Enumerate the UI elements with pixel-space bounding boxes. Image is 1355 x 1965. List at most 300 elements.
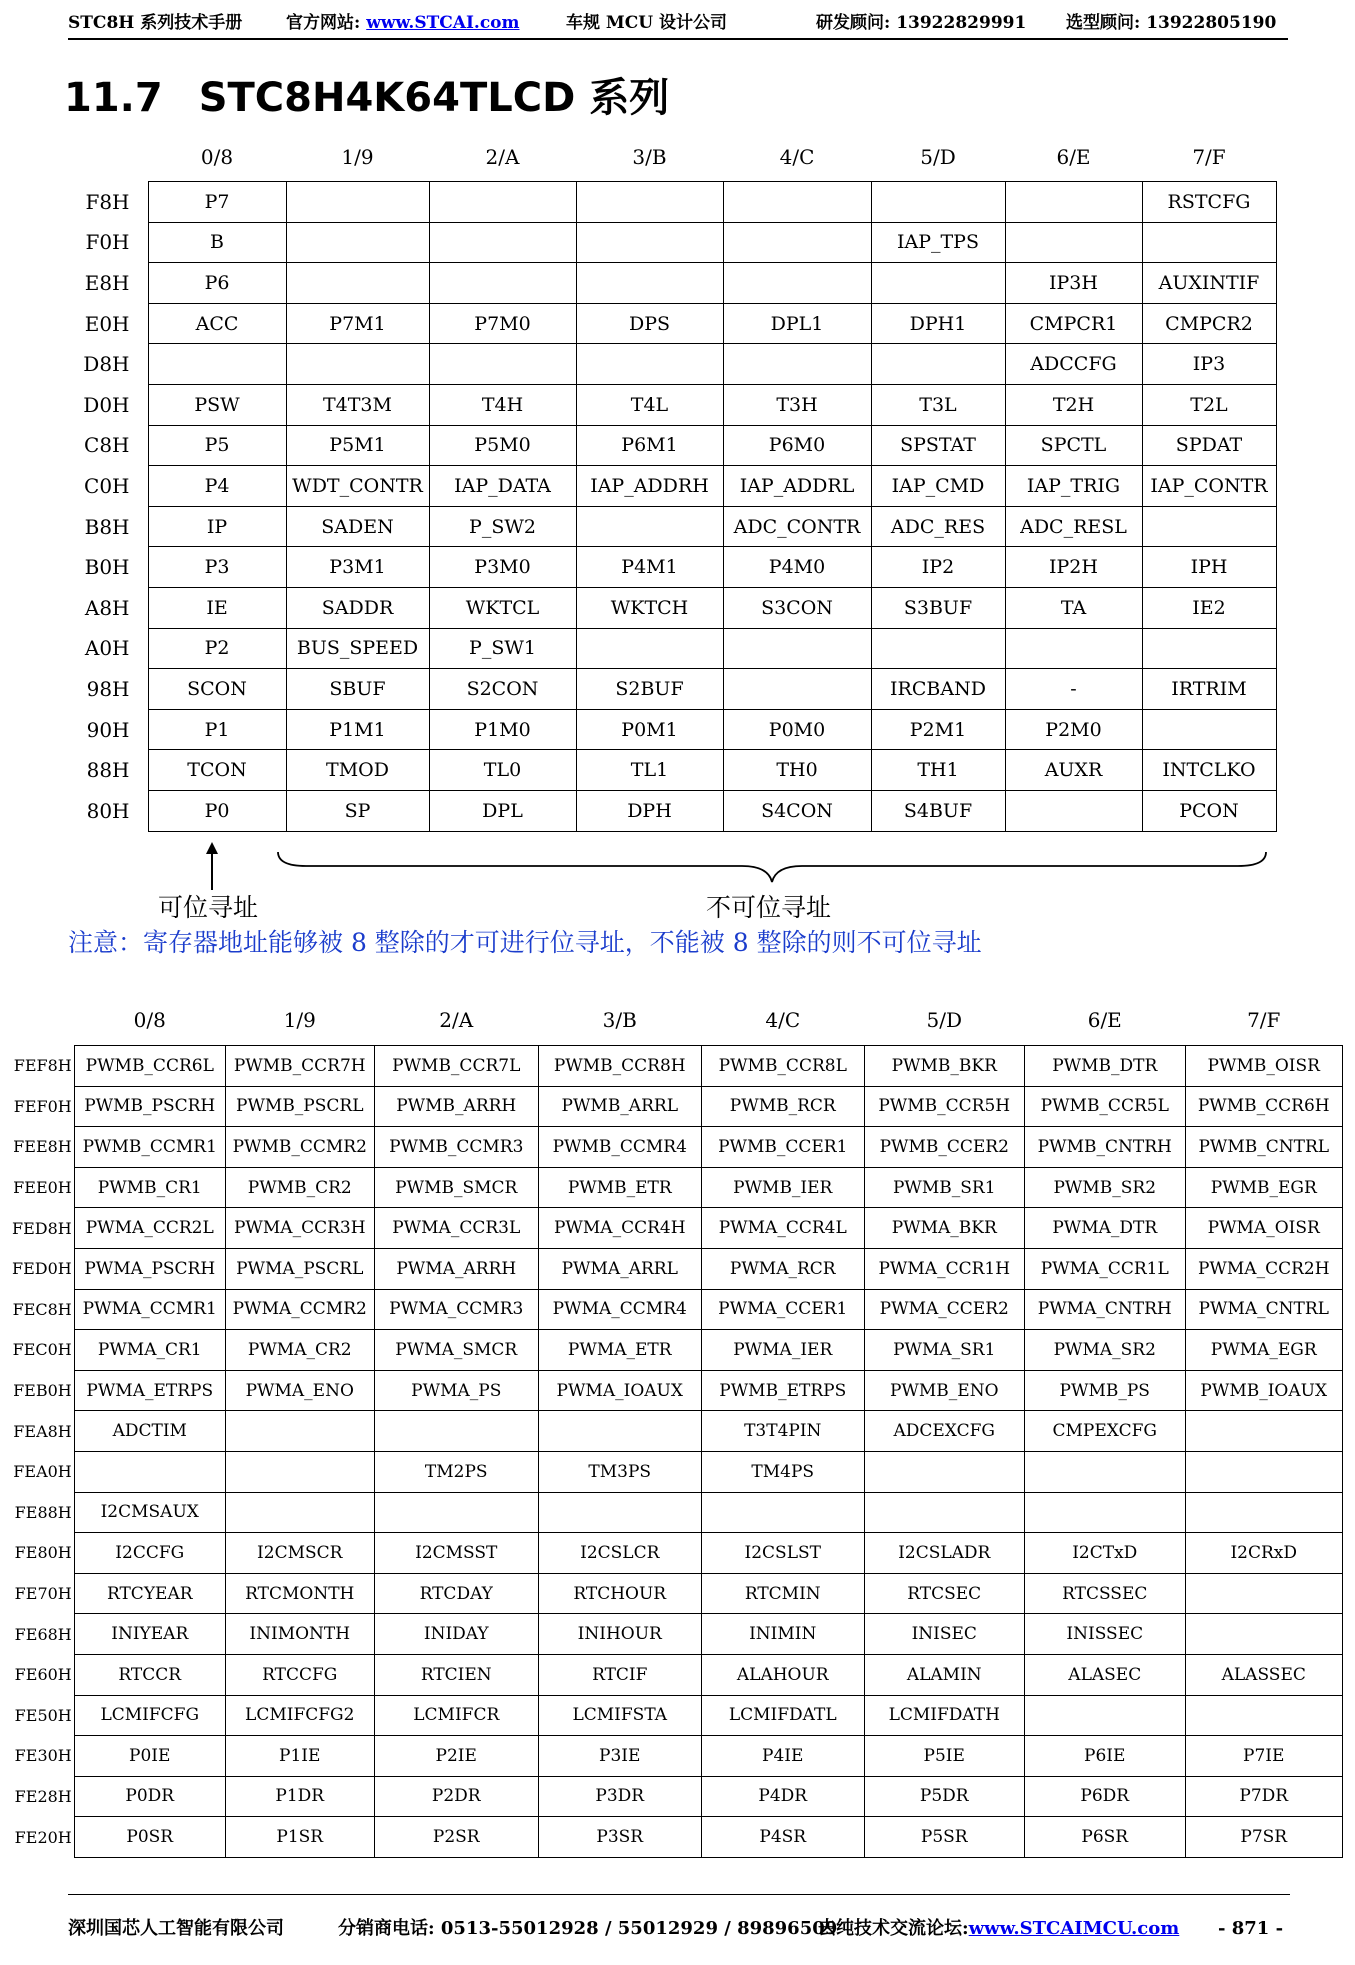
register-cell: SPCTL	[1005, 425, 1142, 466]
register-cell: SCON	[148, 669, 286, 710]
header-corner	[12, 1008, 74, 1046]
section-title: STC8H4K64TLCD 系列	[198, 75, 670, 121]
register-cell: S4CON	[723, 790, 871, 831]
register-cell: TM3PS	[538, 1451, 701, 1492]
register-cell: T3H	[723, 384, 871, 425]
register-cell: PWMA_CCMR3	[374, 1289, 538, 1330]
row-address: 90H	[86, 717, 130, 742]
register-cell: PWMB_CCMR4	[538, 1127, 701, 1168]
register-cell	[286, 222, 429, 263]
register-cell: P1	[148, 709, 286, 750]
register-cell: IAP_ADDRL	[723, 466, 871, 507]
register-row	[12, 1695, 1342, 1736]
register-cell: PWMB_PSCRH	[74, 1086, 225, 1127]
register-cell: PWMA_ENO	[225, 1370, 374, 1411]
row-address: A0H	[84, 636, 130, 661]
register-cell: PWMA_CCR2L	[74, 1208, 225, 1249]
register-row	[12, 1370, 1342, 1411]
register-row	[12, 1614, 1342, 1655]
register-cell: DPH	[576, 790, 723, 831]
row-address: FEE8H	[13, 1137, 72, 1157]
register-cell: P2IE	[374, 1736, 538, 1777]
register-cell: RTCYEAR	[74, 1573, 225, 1614]
register-cell: PWMA_CCMR1	[74, 1289, 225, 1330]
register-cell: I2CSLADR	[864, 1533, 1024, 1574]
register-cell: TL1	[576, 750, 723, 791]
register-row	[12, 1127, 1342, 1168]
register-cell: S2BUF	[576, 669, 723, 710]
row-address: B8H	[84, 514, 130, 539]
row-address: C0H	[84, 473, 130, 498]
register-cell: I2CSLST	[701, 1533, 864, 1574]
register-cell: INISEC	[864, 1614, 1024, 1655]
register-cell: P6IE	[1024, 1736, 1185, 1777]
register-cell: SPDAT	[1142, 425, 1276, 466]
register-cell	[1024, 1451, 1185, 1492]
register-cell	[74, 1451, 225, 1492]
row-address: FE28H	[14, 1786, 72, 1806]
register-cell: LCMIFCFG	[74, 1695, 225, 1736]
register-cell: IP3H	[1005, 263, 1142, 304]
register-cell: T3T4PIN	[701, 1411, 864, 1452]
register-cell	[576, 344, 723, 385]
register-cell: IE	[148, 587, 286, 628]
register-cell: PWMA_DTR	[1024, 1208, 1185, 1249]
register-cell: PWMA_BKR	[864, 1208, 1024, 1249]
register-row	[70, 425, 1276, 466]
register-cell: RTCDAY	[374, 1573, 538, 1614]
row-address: B0H	[84, 555, 130, 580]
register-cell: IP2H	[1005, 547, 1142, 588]
register-cell: T3L	[871, 384, 1005, 425]
register-cell: P7IE	[1185, 1736, 1342, 1777]
register-cell: P7M0	[429, 303, 576, 344]
register-cell: P2DR	[374, 1776, 538, 1817]
register-cell: PWMA_IOAUX	[538, 1370, 701, 1411]
row-address: 80H	[86, 798, 130, 823]
register-row	[70, 384, 1276, 425]
register-cell: PWMB_CCER2	[864, 1127, 1024, 1168]
register-cell: ALASEC	[1024, 1654, 1185, 1695]
register-cell: P7SR	[1185, 1817, 1342, 1858]
register-cell: PWMB_PS	[1024, 1370, 1185, 1411]
register-cell: T2L	[1142, 384, 1276, 425]
row-address: FE60H	[14, 1665, 72, 1685]
company-tagline: 车规 MCU 设计公司	[566, 13, 728, 33]
register-row	[12, 1411, 1342, 1452]
register-cell: IRCBAND	[871, 669, 1005, 710]
footer-company: 深圳国芯人工智能有限公司	[68, 1918, 284, 1939]
row-address: D8H	[83, 352, 130, 377]
register-cell: ADCEXCFG	[864, 1411, 1024, 1452]
register-cell: P4M0	[723, 547, 871, 588]
page-footer	[68, 1894, 1290, 1939]
register-cell: P1M0	[429, 709, 576, 750]
column-header: 6/E	[1087, 1008, 1122, 1032]
register-row	[70, 222, 1276, 263]
register-cell: INISSEC	[1024, 1614, 1185, 1655]
register-cell: PWMB_CNTRH	[1024, 1127, 1185, 1168]
register-cell: RTCIEN	[374, 1654, 538, 1695]
register-cell: LCMIFDATH	[864, 1695, 1024, 1736]
register-cell: RSTCFG	[1142, 182, 1276, 223]
register-cell: I2CTxD	[1024, 1533, 1185, 1574]
register-cell: TL0	[429, 750, 576, 791]
register-cell	[429, 263, 576, 304]
register-cell: PWMB_CCR5L	[1024, 1086, 1185, 1127]
register-cell: PWMA_ARRL	[538, 1248, 701, 1289]
register-cell	[1024, 1695, 1185, 1736]
bit-addressable-arrow-icon	[204, 842, 220, 890]
register-cell	[1185, 1451, 1342, 1492]
row-address: 88H	[86, 758, 130, 783]
register-cell	[1142, 709, 1276, 750]
register-cell: PWMA_EGR	[1185, 1330, 1342, 1371]
register-cell	[429, 344, 576, 385]
register-cell	[1005, 182, 1142, 223]
row-address: FE50H	[14, 1705, 72, 1725]
register-cell: RTCHOUR	[538, 1573, 701, 1614]
register-cell: PWMA_CNTRL	[1185, 1289, 1342, 1330]
register-cell: TM2PS	[374, 1451, 538, 1492]
register-cell: PWMA_CNTRH	[1024, 1289, 1185, 1330]
bit-addressable-label: 可位寻址	[158, 893, 259, 922]
row-address: F8H	[85, 189, 130, 214]
register-cell: P3IE	[538, 1736, 701, 1777]
register-cell: ALAMIN	[864, 1654, 1024, 1695]
register-cell: P2M1	[871, 709, 1005, 750]
footer-forum-label: 去纯技术交流论坛:	[818, 1918, 969, 1939]
register-cell: RTCIF	[538, 1654, 701, 1695]
register-cell: P7	[148, 182, 286, 223]
register-cell: PWMA_CCR4H	[538, 1208, 701, 1249]
register-cell: P1DR	[225, 1776, 374, 1817]
register-row	[12, 1817, 1342, 1858]
register-row	[12, 1046, 1342, 1087]
register-cell	[701, 1492, 864, 1533]
register-cell: WKTCH	[576, 587, 723, 628]
non-bit-addressable-brace	[276, 850, 1268, 890]
register-cell: IPH	[1142, 547, 1276, 588]
register-row	[12, 1776, 1342, 1817]
register-cell: AUXR	[1005, 750, 1142, 791]
register-cell: P6SR	[1024, 1817, 1185, 1858]
row-address: FE20H	[14, 1827, 72, 1847]
register-cell: PWMB_PSCRL	[225, 1086, 374, 1127]
register-cell	[374, 1411, 538, 1452]
register-cell: P5M1	[286, 425, 429, 466]
register-cell	[225, 1492, 374, 1533]
register-cell	[576, 263, 723, 304]
register-cell	[429, 222, 576, 263]
row-address: FEF8H	[13, 1056, 72, 1076]
register-cell: PWMA_CCR3H	[225, 1208, 374, 1249]
row-address: FED0H	[12, 1259, 72, 1279]
register-cell: PWMA_CR1	[74, 1330, 225, 1371]
register-cell: LCMIFDATL	[701, 1695, 864, 1736]
register-cell	[1142, 628, 1276, 669]
register-cell: P3M0	[429, 547, 576, 588]
register-cell	[723, 182, 871, 223]
register-cell: PWMB_ENO	[864, 1370, 1024, 1411]
register-cell: PWMA_CCER2	[864, 1289, 1024, 1330]
register-cell: PWMB_SR1	[864, 1167, 1024, 1208]
register-cell: P0M0	[723, 709, 871, 750]
register-cell: P1M1	[286, 709, 429, 750]
sfr-table-main	[70, 145, 1277, 832]
register-cell: INIMONTH	[225, 1614, 374, 1655]
register-cell: PWMB_CCER1	[701, 1127, 864, 1168]
register-row	[12, 1736, 1342, 1777]
sales-contact: 选型顾问: 13922805190	[1066, 13, 1277, 33]
register-cell: IAP_DATA	[429, 466, 576, 507]
register-cell: PWMA_OISR	[1185, 1208, 1342, 1249]
register-cell: P2	[148, 628, 286, 669]
register-cell: BUS_SPEED	[286, 628, 429, 669]
register-cell: PWMB_OISR	[1185, 1046, 1342, 1087]
register-cell: I2CCFG	[74, 1533, 225, 1574]
row-address: E8H	[84, 270, 130, 295]
register-cell: PWMA_CCMR2	[225, 1289, 374, 1330]
register-cell: SP	[286, 790, 429, 831]
register-cell	[225, 1451, 374, 1492]
register-cell	[225, 1411, 374, 1452]
register-cell	[1024, 1492, 1185, 1533]
register-cell: P5SR	[864, 1817, 1024, 1858]
column-header: 7/F	[1247, 1008, 1281, 1032]
register-cell	[723, 344, 871, 385]
register-cell	[1185, 1492, 1342, 1533]
rd-contact: 研发顾问: 13922829991	[816, 13, 1027, 33]
register-row	[70, 182, 1276, 223]
column-header: 7/F	[1192, 145, 1226, 169]
register-cell	[1185, 1695, 1342, 1736]
row-address: E0H	[84, 311, 130, 336]
register-cell: PWMA_CCR3L	[374, 1208, 538, 1249]
row-address: FEA8H	[13, 1421, 72, 1441]
register-row	[70, 263, 1276, 304]
register-cell: PWMB_CR2	[225, 1167, 374, 1208]
row-address: F0H	[85, 230, 130, 255]
register-cell: P6	[148, 263, 286, 304]
register-cell: I2CMSST	[374, 1533, 538, 1574]
row-address: FEC0H	[12, 1340, 72, 1360]
page-header	[68, 12, 1288, 40]
register-cell	[286, 182, 429, 223]
column-header: 6/E	[1056, 145, 1091, 169]
register-cell: ALAHOUR	[701, 1654, 864, 1695]
register-cell: PWMB_CCR5H	[864, 1086, 1024, 1127]
register-cell: DPS	[576, 303, 723, 344]
register-cell: P6M1	[576, 425, 723, 466]
register-cell: PWMB_CCR8L	[701, 1046, 864, 1087]
register-cell: INIYEAR	[74, 1614, 225, 1655]
register-cell: PWMA_CR2	[225, 1330, 374, 1371]
register-cell: P5DR	[864, 1776, 1024, 1817]
register-cell: P1SR	[225, 1817, 374, 1858]
register-cell: RTCSEC	[864, 1573, 1024, 1614]
register-cell: RTCCFG	[225, 1654, 374, 1695]
register-cell: PWMB_IOAUX	[1185, 1370, 1342, 1411]
register-cell: P3M1	[286, 547, 429, 588]
register-cell: P0M1	[576, 709, 723, 750]
register-cell: PWMB_ARRH	[374, 1086, 538, 1127]
register-cell	[286, 344, 429, 385]
row-address: FEF0H	[13, 1096, 72, 1116]
register-cell: RTCSSEC	[1024, 1573, 1185, 1614]
register-cell	[723, 669, 871, 710]
register-cell	[871, 263, 1005, 304]
register-cell: -	[1005, 669, 1142, 710]
register-cell: PWMA_CCR4L	[701, 1208, 864, 1249]
register-cell	[576, 506, 723, 547]
register-row	[70, 628, 1276, 669]
register-row	[70, 709, 1276, 750]
register-cell: INTCLKO	[1142, 750, 1276, 791]
register-cell	[723, 222, 871, 263]
row-address: C8H	[84, 433, 130, 458]
register-row	[70, 750, 1276, 791]
register-row	[70, 790, 1276, 831]
register-cell: P3DR	[538, 1776, 701, 1817]
column-header: 4/C	[779, 145, 815, 169]
register-cell: P6DR	[1024, 1776, 1185, 1817]
official-site	[286, 12, 520, 34]
register-row	[70, 669, 1276, 710]
register-cell: P_SW2	[429, 506, 576, 547]
column-header: 0/8	[133, 1008, 166, 1032]
column-header: 2/A	[439, 1008, 474, 1032]
official-site-label: 官方网站:	[286, 13, 367, 33]
register-cell: TH1	[871, 750, 1005, 791]
register-cell	[429, 182, 576, 223]
section-number: 11.7	[64, 75, 163, 121]
register-cell	[1005, 628, 1142, 669]
column-header: 4/C	[765, 1008, 801, 1032]
non-bit-addressable-label: 不可位寻址	[706, 893, 832, 922]
register-cell: PWMB_ETRPS	[701, 1370, 864, 1411]
column-header: 3/B	[632, 145, 667, 169]
register-cell: PWMA_RCR	[701, 1248, 864, 1289]
register-row	[12, 1573, 1342, 1614]
register-cell: PWMA_CCMR4	[538, 1289, 701, 1330]
register-cell: I2CMSAUX	[74, 1492, 225, 1533]
register-row	[12, 1492, 1342, 1533]
row-address: FEC8H	[12, 1299, 72, 1319]
register-cell	[864, 1451, 1024, 1492]
register-cell: RTCMIN	[701, 1573, 864, 1614]
register-cell: PWMA_CCER1	[701, 1289, 864, 1330]
register-cell: SADDR	[286, 587, 429, 628]
row-address: FEB0H	[13, 1381, 72, 1401]
register-cell: PWMB_CCMR1	[74, 1127, 225, 1168]
register-cell: P0	[148, 790, 286, 831]
register-cell: DPL1	[723, 303, 871, 344]
register-cell: I2CSLCR	[538, 1533, 701, 1574]
register-cell: PWMA_ARRH	[374, 1248, 538, 1289]
register-cell: ADCCFG	[1005, 344, 1142, 385]
register-cell: IP	[148, 506, 286, 547]
official-site-link[interactable]: www.STCAI.com	[366, 13, 520, 33]
register-cell: WDT_CONTR	[286, 466, 429, 507]
register-cell: PWMB_CCR6L	[74, 1046, 225, 1087]
register-cell: TM4PS	[701, 1451, 864, 1492]
register-cell: PWMB_CCR7L	[374, 1046, 538, 1087]
register-cell: ADC_RES	[871, 506, 1005, 547]
register-cell: IAP_ADDRH	[576, 466, 723, 507]
register-row	[12, 1248, 1342, 1289]
register-cell	[1005, 790, 1142, 831]
register-cell	[1142, 506, 1276, 547]
register-cell: IE2	[1142, 587, 1276, 628]
register-cell: ADC_CONTR	[723, 506, 871, 547]
register-cell: PWMA_PS	[374, 1370, 538, 1411]
register-cell: I2CRxD	[1185, 1533, 1342, 1574]
register-cell: P0DR	[74, 1776, 225, 1817]
register-cell: IP2	[871, 547, 1005, 588]
register-cell	[723, 628, 871, 669]
column-header: 5/D	[920, 145, 956, 169]
register-cell: DPL	[429, 790, 576, 831]
register-cell: CMPCR2	[1142, 303, 1276, 344]
register-row	[12, 1330, 1342, 1371]
footer-forum	[818, 1917, 1179, 1941]
register-cell: ADCTIM	[74, 1411, 225, 1452]
register-cell: PWMB_SR2	[1024, 1167, 1185, 1208]
register-cell: PWMA_SR1	[864, 1330, 1024, 1371]
footer-phone: 分销商电话: 0513-55012928 / 55012929 / 89896509	[338, 1918, 838, 1939]
register-cell: PWMA_SR2	[1024, 1330, 1185, 1371]
register-row	[70, 344, 1276, 385]
register-cell: S3BUF	[871, 587, 1005, 628]
register-cell: TCON	[148, 750, 286, 791]
register-cell: RTCMONTH	[225, 1573, 374, 1614]
register-cell: S3CON	[723, 587, 871, 628]
register-cell	[538, 1411, 701, 1452]
register-cell	[374, 1492, 538, 1533]
register-cell: PWMB_ETR	[538, 1167, 701, 1208]
sfr-table-extended	[12, 1008, 1343, 1858]
register-cell: P4	[148, 466, 286, 507]
register-cell: I2CMSCR	[225, 1533, 374, 1574]
register-cell: P2SR	[374, 1817, 538, 1858]
footer-forum-link[interactable]: www.STCAIMCU.com	[968, 1918, 1180, 1939]
register-cell: SPSTAT	[871, 425, 1005, 466]
register-cell: RTCCR	[74, 1654, 225, 1695]
register-cell: S4BUF	[871, 790, 1005, 831]
register-cell	[871, 182, 1005, 223]
register-cell: PWMB_CNTRL	[1185, 1127, 1342, 1168]
register-cell: P5M0	[429, 425, 576, 466]
register-cell: P_SW1	[429, 628, 576, 669]
register-cell: P5IE	[864, 1736, 1024, 1777]
register-cell: INIMIN	[701, 1614, 864, 1655]
row-address: D0H	[83, 392, 130, 417]
register-cell: SADEN	[286, 506, 429, 547]
register-cell: LCMIFSTA	[538, 1695, 701, 1736]
register-cell: DPH1	[871, 303, 1005, 344]
register-cell: IRTRIM	[1142, 669, 1276, 710]
row-address: FE30H	[14, 1746, 72, 1766]
register-row	[12, 1289, 1342, 1330]
column-header: 2/A	[485, 145, 520, 169]
register-cell: CMPCR1	[1005, 303, 1142, 344]
column-header-row	[70, 145, 1276, 182]
register-cell	[576, 182, 723, 223]
register-cell: TH0	[723, 750, 871, 791]
register-cell	[576, 222, 723, 263]
register-cell: PWMA_ETR	[538, 1330, 701, 1371]
